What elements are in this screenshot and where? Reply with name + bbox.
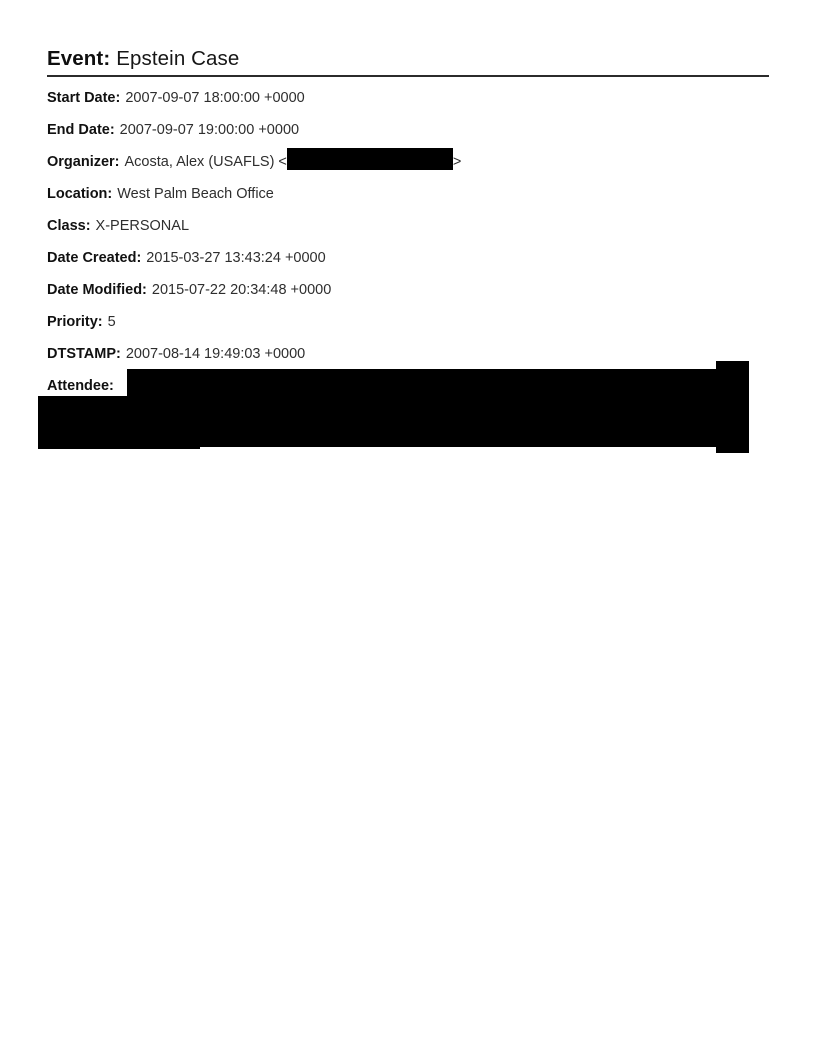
field-date-created (47, 249, 769, 267)
title-value: Epstein Case (116, 47, 240, 70)
redaction-bar (716, 361, 749, 453)
field-value: 2007-09-07 18:00:00 +0000 (125, 90, 305, 106)
redaction-bar (287, 148, 453, 170)
redaction-bar (127, 369, 716, 397)
field-value: 2015-07-22 20:34:48 +0000 (151, 282, 332, 298)
title-label: Event: (47, 47, 111, 70)
field-class (47, 217, 769, 235)
page-title (47, 46, 769, 77)
document-content (47, 46, 769, 409)
field-label: Attendee: (47, 378, 114, 394)
organizer-value-suffix: > (452, 154, 462, 170)
redaction-organizer-email (287, 165, 453, 166)
field-value (125, 154, 462, 170)
field-date-modified (47, 281, 769, 299)
field-location (47, 185, 769, 203)
field-label: Date Created: (47, 250, 142, 266)
field-label: Start Date: (47, 90, 121, 106)
field-label: Class: (47, 218, 91, 234)
field-value: West Palm Beach Office (117, 186, 274, 202)
field-value: 5 (107, 314, 116, 330)
field-list (47, 89, 769, 395)
organizer-value-prefix: Acosta, Alex (USAFLS) < (124, 154, 287, 170)
field-value: 2007-08-14 19:49:03 +0000 (125, 346, 306, 362)
field-start-date (47, 89, 769, 107)
field-label: DTSTAMP: (47, 346, 121, 362)
field-end-date (47, 121, 769, 139)
redaction-bar (38, 447, 200, 449)
field-label: Organizer: (47, 154, 120, 170)
field-value: 2007-09-07 19:00:00 +0000 (119, 122, 300, 138)
field-label: Date Modified: (47, 282, 147, 298)
field-label: Priority: (47, 314, 103, 330)
field-priority (47, 313, 769, 331)
field-label: Location: (47, 186, 113, 202)
field-value: 2015-03-27 13:43:24 +0000 (146, 250, 326, 266)
field-organizer (47, 153, 769, 171)
field-label: End Date: (47, 122, 115, 138)
field-dtstamp (47, 345, 769, 363)
field-value: X-PERSONAL (95, 218, 190, 234)
redaction-bar (38, 396, 716, 447)
